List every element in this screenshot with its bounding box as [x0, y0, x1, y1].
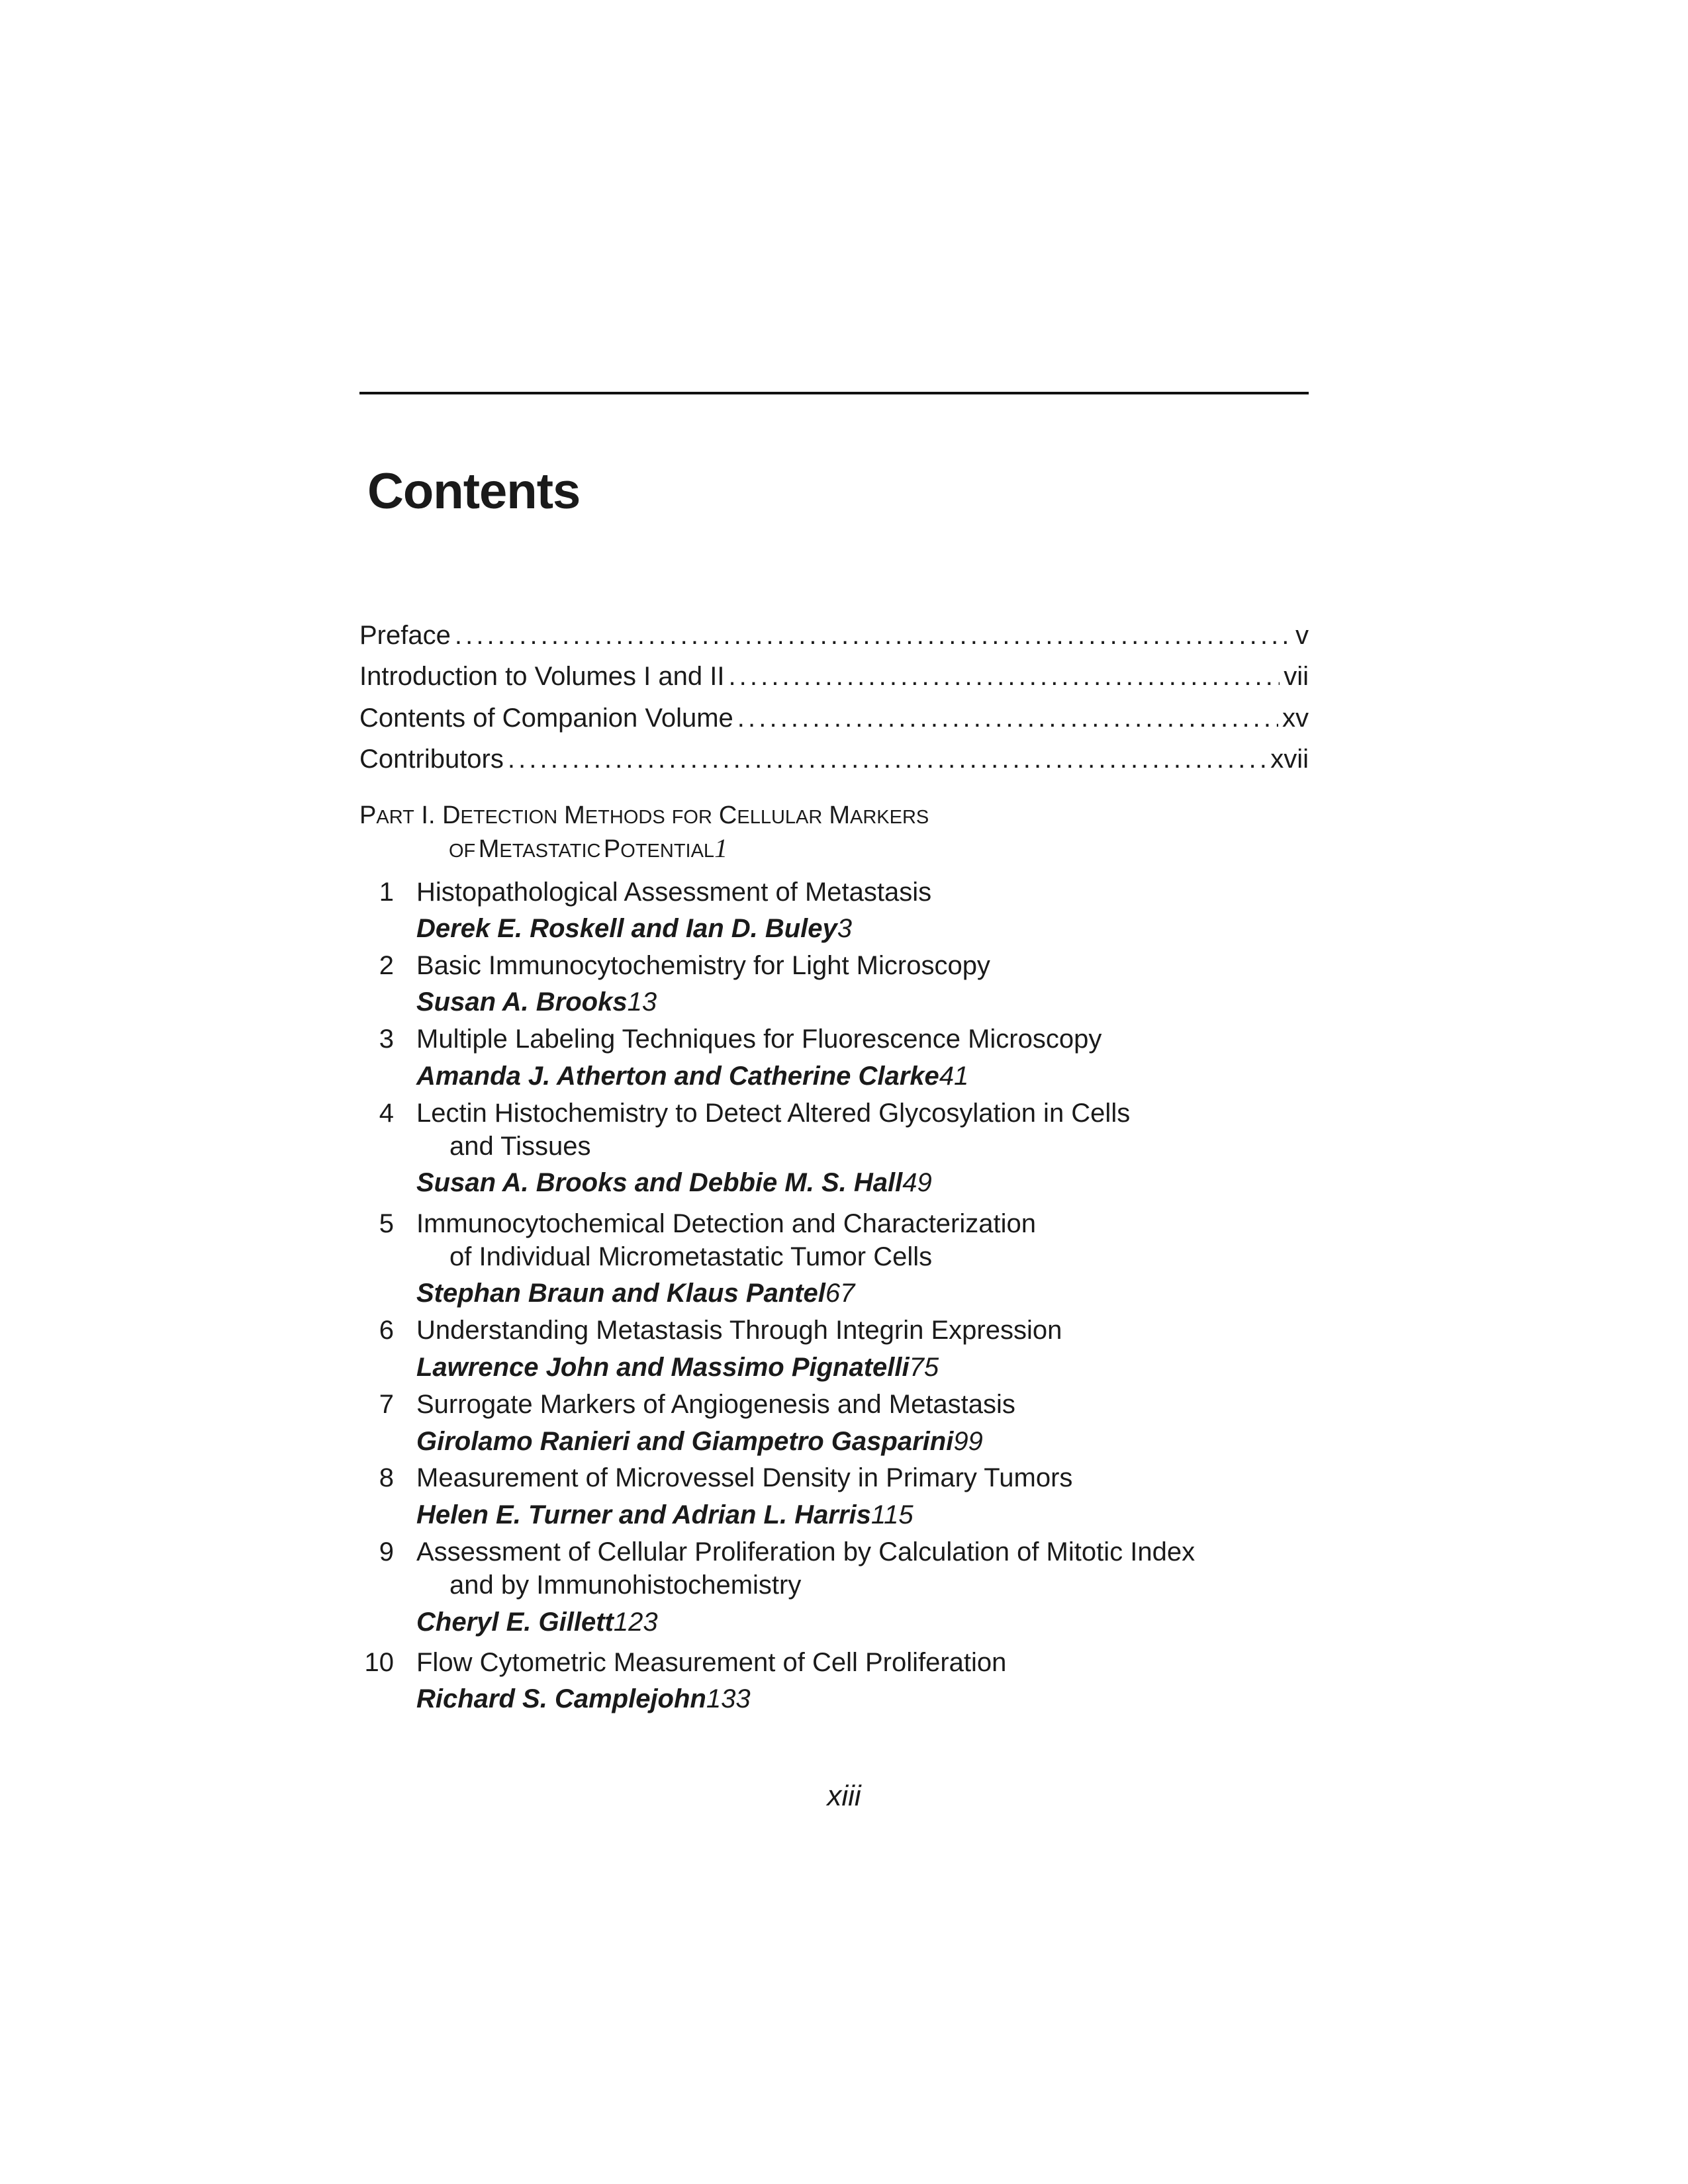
- chapter-authors: Helen E. Turner and Adrian L. Harris: [416, 1500, 871, 1529]
- chapter-title: Understanding Metastasis Through Integrin Expression: [416, 1316, 1062, 1345]
- leader-dots: [737, 705, 1278, 731]
- chapter-author-line: [416, 1354, 1309, 1381]
- chapter-number: 6: [379, 1316, 394, 1345]
- toc-entry-title: Contents of Companion Volume: [359, 704, 733, 733]
- chapter-page: 99: [953, 1427, 983, 1456]
- chapter-number: 9: [379, 1537, 394, 1567]
- part-page: 1: [714, 833, 728, 863]
- part-heading-line2[interactable]: [359, 835, 1309, 862]
- chapter-author-line: [416, 1063, 1309, 1089]
- chapter-number: 7: [379, 1390, 394, 1419]
- chapter-page: 3: [837, 914, 853, 943]
- chapter-number: 1: [379, 878, 394, 907]
- chapter-title: Surrogate Markers of Angiogenesis and Metastasis: [416, 1390, 1015, 1419]
- part-heading-continuation: OF METASTATIC POTENTIAL: [449, 835, 715, 863]
- chapter-title: Assessment of Cellular Proliferation by Calculation of Mitotic Index: [416, 1537, 1196, 1567]
- chapter-number: 4: [379, 1099, 394, 1128]
- toc-entry-title: Preface: [359, 621, 451, 650]
- chapter-title: Immunocytochemical Detection and Characterization: [416, 1209, 1036, 1238]
- chapter-author-line: [416, 1502, 1309, 1528]
- chapter-title-continued: and Tissues: [449, 1132, 591, 1161]
- chapter-number: 2: [379, 951, 394, 980]
- toc-entry-page: xvii: [1270, 745, 1309, 774]
- chapter-author-line: [416, 1609, 1309, 1635]
- chapter-page: 41: [939, 1062, 969, 1091]
- chapter-author-line: [416, 1686, 1309, 1712]
- toc-entry-page: v: [1295, 621, 1309, 650]
- chapter-authors: Susan A. Brooks: [416, 987, 628, 1017]
- toc-entry-page: xv: [1282, 704, 1309, 733]
- leader-dots: [508, 746, 1266, 772]
- chapter-author-line: [416, 915, 1309, 942]
- chapter-authors: Richard S. Camplejohn: [416, 1684, 706, 1713]
- chapter-page: 115: [870, 1500, 914, 1529]
- chapter-number: 10: [364, 1648, 394, 1677]
- chapter-authors: Lawrence John and Massimo Pignatelli: [416, 1353, 910, 1382]
- chapter-page: 67: [825, 1279, 855, 1308]
- leader-dots: [455, 622, 1291, 649]
- chapter-author-line: [416, 989, 1309, 1015]
- chapter-title: Multiple Labeling Techniques for Fluorescence Microscopy: [416, 1024, 1102, 1054]
- toc-entry-title: Introduction to Volumes I and II: [359, 662, 725, 691]
- chapter-title: Basic Immunocytochemistry for Light Microscopy: [416, 951, 990, 980]
- table-of-contents: [359, 0, 1309, 2184]
- chapter-number: 3: [379, 1024, 394, 1054]
- chapter-page: 13: [627, 987, 657, 1017]
- chapter-authors: Amanda J. Atherton and Catherine Clarke: [416, 1062, 939, 1091]
- chapter-author-line: [416, 1169, 1309, 1196]
- chapter-authors: Cheryl E. Gillett: [416, 1608, 614, 1637]
- chapter-authors: Stephan Braun and Klaus Pantel: [416, 1279, 825, 1308]
- chapter-title: Histopathological Assessment of Metastasis: [416, 878, 932, 907]
- leader-dots: [728, 663, 1280, 690]
- page-number: xiii: [827, 1780, 861, 1812]
- toc-entry-title: Contributors: [359, 745, 504, 774]
- page-title: Contents: [367, 463, 581, 520]
- chapter-authors: Derek E. Roskell and Ian D. Buley: [416, 914, 837, 943]
- toc-entry-contributors[interactable]: [359, 746, 1309, 772]
- chapter-authors: Susan A. Brooks and Debbie M. S. Hall: [416, 1168, 903, 1197]
- chapter-title-continued: of Individual Micrometastatic Tumor Cells: [449, 1242, 933, 1271]
- chapter-number: 5: [379, 1209, 394, 1238]
- toc-entry-preface[interactable]: [359, 622, 1309, 649]
- chapter-title-continued: and by Immunohistochemistry: [449, 1570, 802, 1600]
- chapter-page: 49: [902, 1168, 932, 1197]
- chapter-authors: Girolamo Ranieri and Giampetro Gasparini: [416, 1427, 954, 1456]
- chapter-title: Flow Cytometric Measurement of Cell Proliferation: [416, 1648, 1007, 1677]
- chapter-title: Lectin Histochemistry to Detect Altered Glycosylation in Cells: [416, 1099, 1131, 1128]
- toc-entry-companion-contents[interactable]: [359, 705, 1309, 731]
- chapter-number: 8: [379, 1463, 394, 1492]
- toc-entry-page: vii: [1284, 662, 1309, 691]
- part-heading[interactable]: PART I. DETECTION METHODS FOR CELLULAR MARKERS: [359, 801, 929, 829]
- chapter-page: 133: [706, 1684, 751, 1713]
- chapter-author-line: [416, 1280, 1309, 1306]
- chapter-author-line: [416, 1428, 1309, 1455]
- chapter-page: 75: [909, 1353, 939, 1382]
- toc-entry-introduction[interactable]: [359, 663, 1309, 690]
- chapter-page: 123: [613, 1608, 658, 1637]
- chapter-title: Measurement of Microvessel Density in Primary Tumors: [416, 1463, 1073, 1492]
